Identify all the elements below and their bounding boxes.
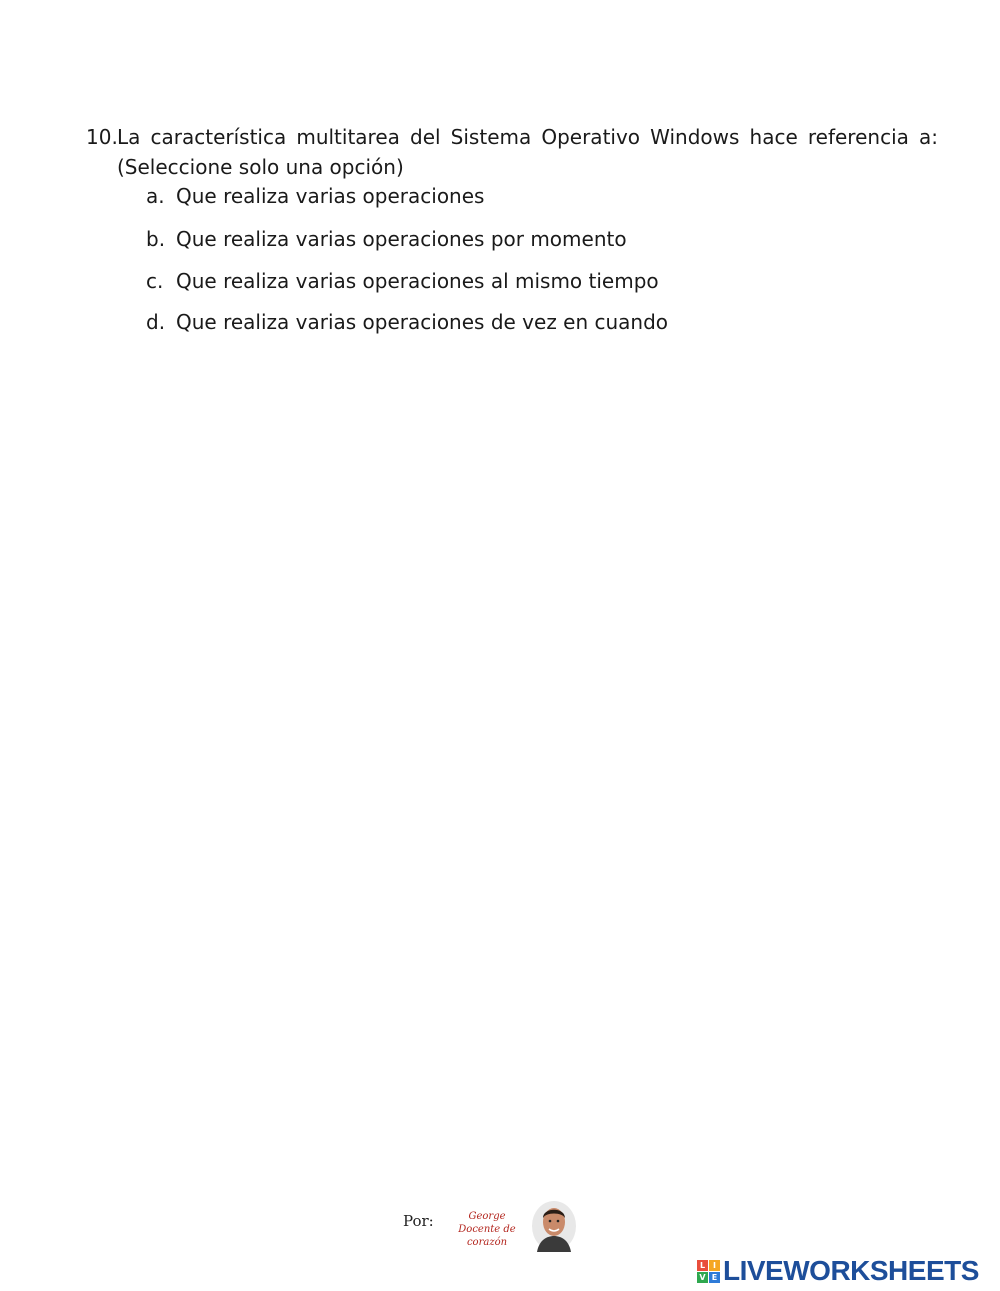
brand-name: LIVEWORKSHEETS — [723, 1255, 979, 1286]
question-number: 10. — [86, 125, 118, 149]
option-letter: d. — [146, 310, 166, 334]
option-text: Que realiza varias operaciones al mismo tiempo — [176, 269, 659, 293]
signature-name: George — [468, 1211, 506, 1222]
signature — [441, 1210, 533, 1249]
credit-label: Por: — [403, 1212, 434, 1230]
author-credit — [403, 1200, 583, 1255]
option-b[interactable] — [146, 224, 627, 254]
option-c[interactable] — [146, 266, 659, 296]
option-d[interactable] — [146, 307, 668, 337]
liveworksheets-logo — [697, 1256, 979, 1286]
option-letter: c. — [146, 269, 164, 293]
logo-tile: L — [697, 1260, 708, 1271]
option-letter: a. — [146, 184, 165, 208]
logo-tile: V — [697, 1272, 708, 1283]
option-letter: b. — [146, 227, 166, 251]
logo-tiles-icon — [697, 1260, 720, 1283]
logo-tile: I — [709, 1260, 720, 1271]
option-text: Que realiza varias operaciones por momento — [176, 227, 627, 251]
option-text: Que realiza varias operaciones de vez en cuando — [176, 310, 669, 334]
logo-tile: E — [709, 1272, 720, 1283]
question — [86, 122, 938, 182]
question-text: La característica multitarea del Sistema Operativo Windows hace referencia a: (Seleccione solo una opción) — [117, 125, 938, 179]
option-a[interactable] — [146, 181, 484, 211]
option-text: Que realiza varias operaciones — [176, 184, 485, 208]
author-avatar — [531, 1200, 577, 1252]
signature-tagline: Docente de corazón — [458, 1224, 516, 1248]
